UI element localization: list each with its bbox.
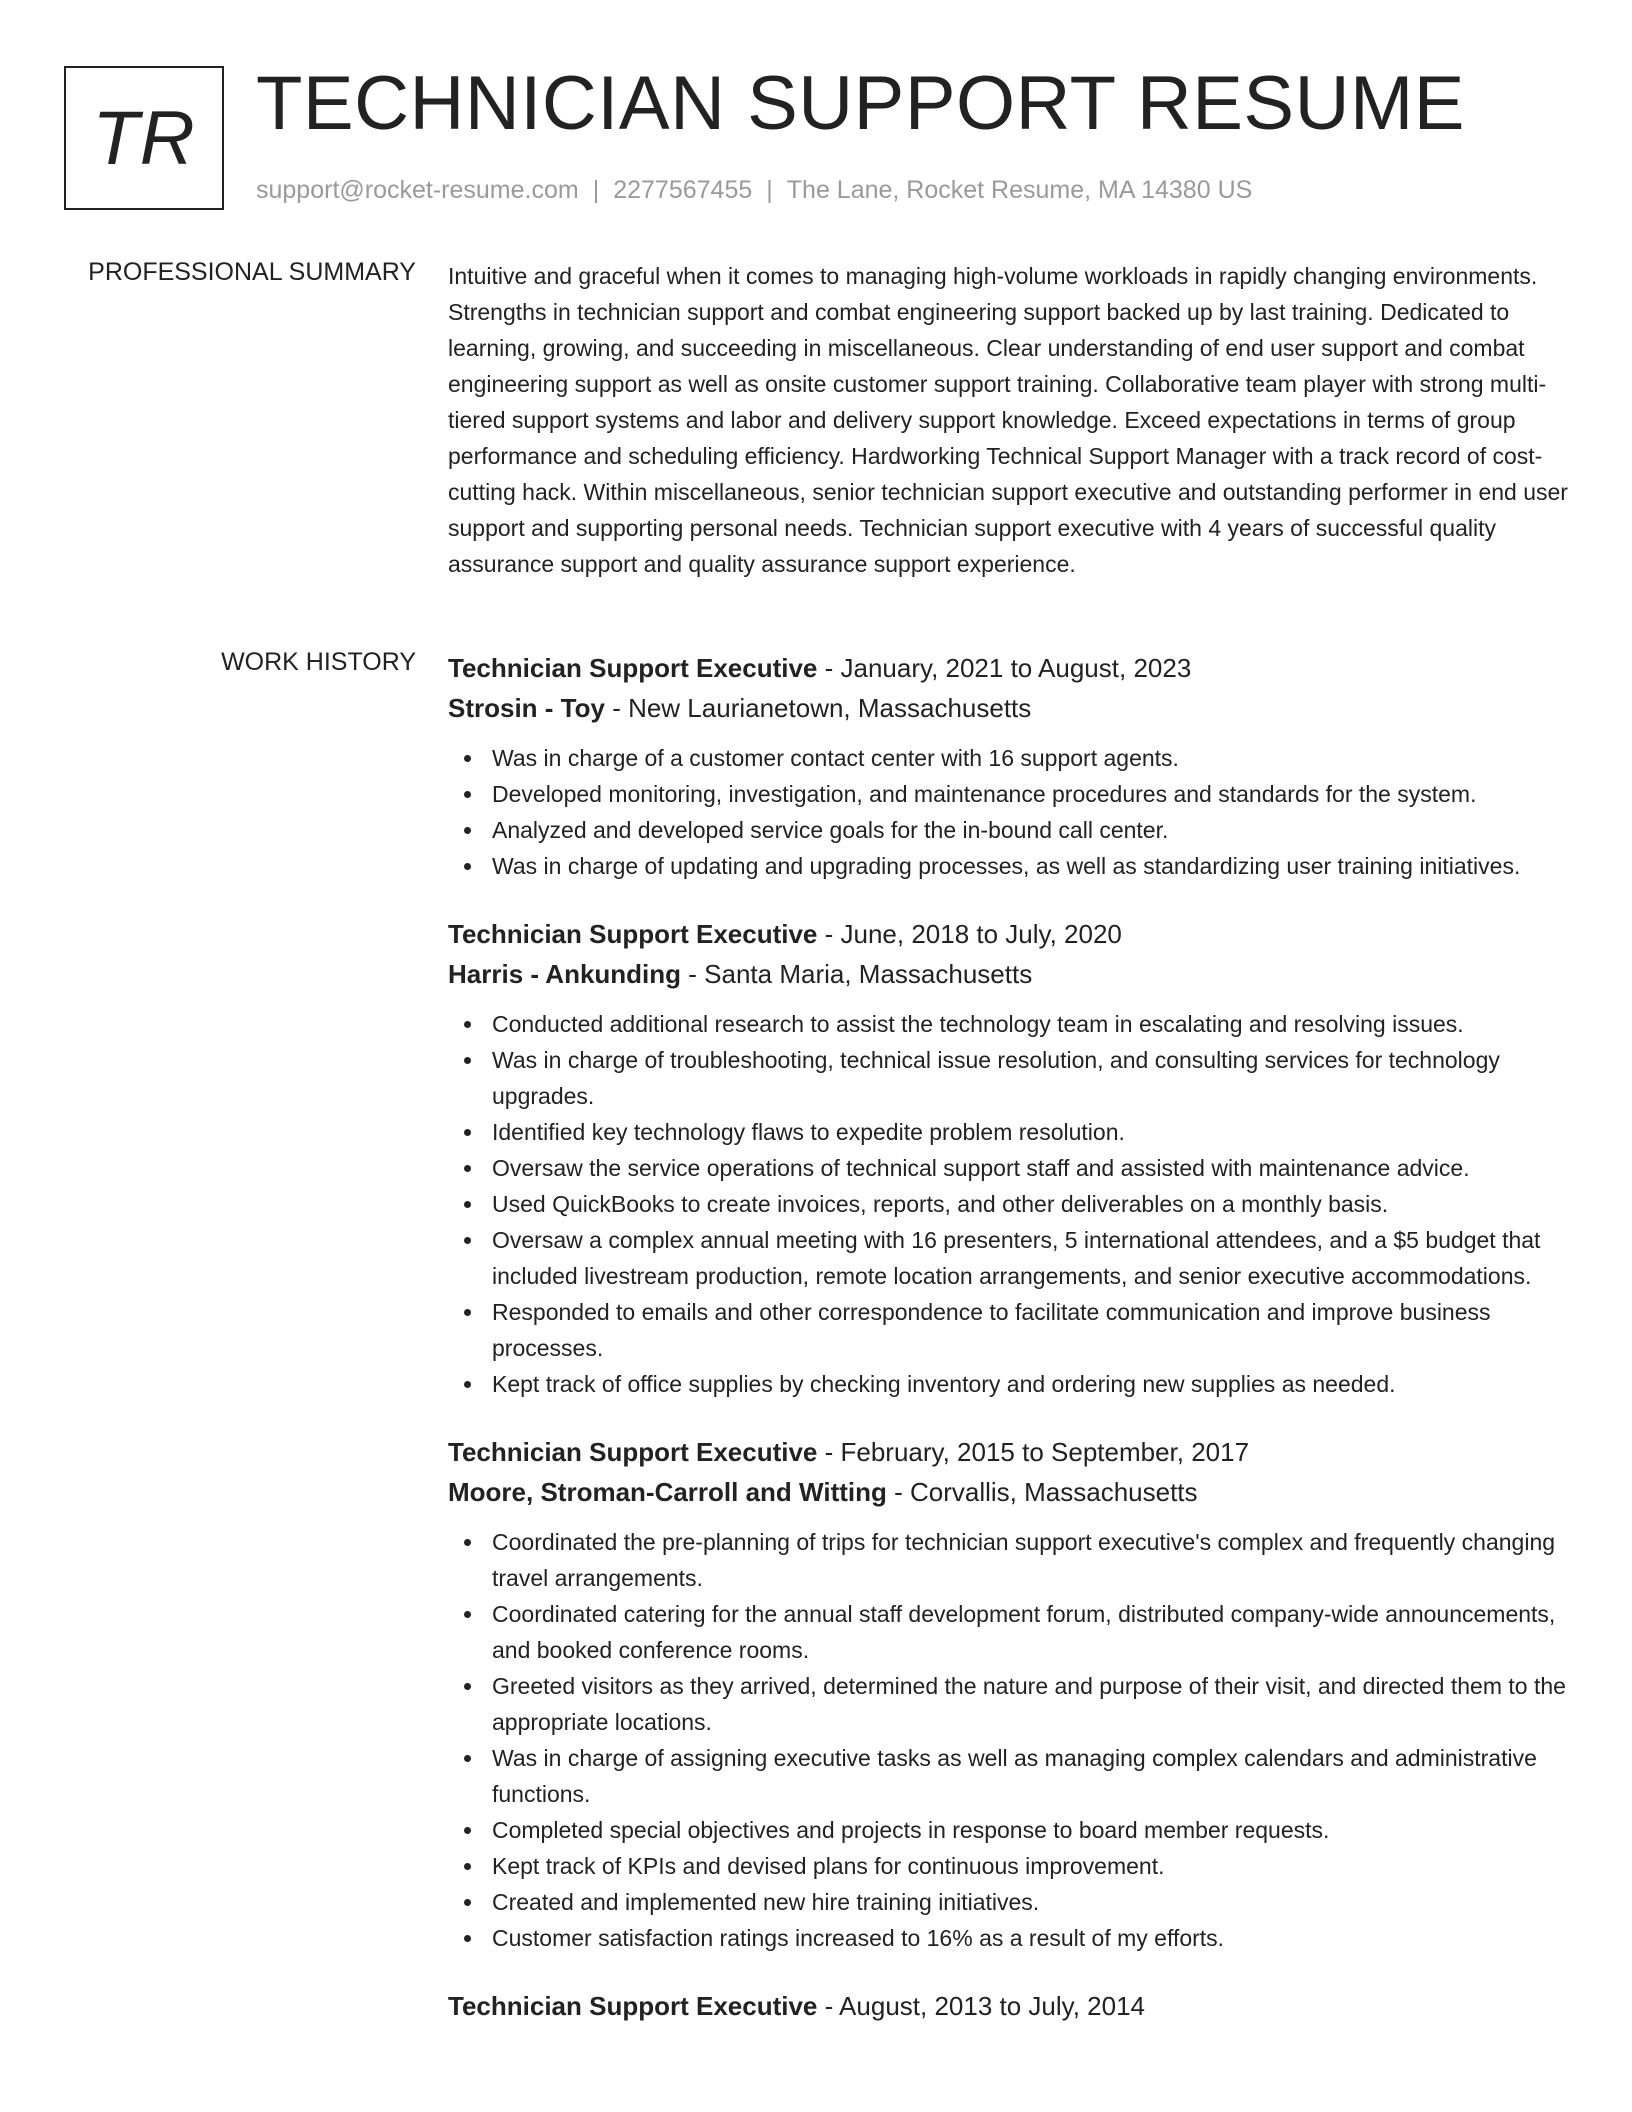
- job-bullet-item: [448, 1042, 1572, 1114]
- job-location: - New Laurianetown, Massachusetts: [604, 693, 1032, 723]
- bullet-text: Customer satisfaction ratings increased to 16% as a result of my efforts.: [492, 1925, 1225, 1951]
- job-bullet-item: [448, 1366, 1572, 1402]
- job-bullet-list: [448, 1524, 1572, 1956]
- bullet-text: Was in charge of a customer contact center with 16 support agents.: [492, 745, 1179, 771]
- job-location: - Corvallis, Massachusetts: [886, 1477, 1198, 1507]
- job-location: - Santa Maria, Massachusetts: [681, 959, 1033, 989]
- job-title-line: [448, 914, 1572, 954]
- job-title: Technician Support Executive: [448, 653, 818, 683]
- bullet-dot-icon: [464, 1863, 471, 1870]
- bullet-dot-icon: [464, 1611, 471, 1618]
- job-bullet-item: [448, 1668, 1572, 1740]
- bullet-text: Conducted additional research to assist the technology team in escalating and resolving issues.: [492, 1011, 1464, 1037]
- bullet-text: Was in charge of assigning executive tasks as well as managing complex calendars and administrative functions.: [492, 1745, 1537, 1807]
- bullet-dot-icon: [464, 827, 471, 834]
- bullet-text: Was in charge of updating and upgrading processes, as well as standardizing user training initiatives.: [492, 853, 1521, 879]
- bullet-dot-icon: [464, 755, 471, 762]
- job-bullet-item: [448, 1186, 1572, 1222]
- bullet-dot-icon: [464, 791, 471, 798]
- job-title: Technician Support Executive: [448, 919, 818, 949]
- bullet-text: Oversaw the service operations of technical support staff and assisted with maintenance advice.: [492, 1155, 1470, 1181]
- bullet-text: Identified key technology flaws to expedite problem resolution.: [492, 1119, 1125, 1145]
- bullet-text: Kept track of KPIs and devised plans for continuous improvement.: [492, 1853, 1165, 1879]
- job-bullet-item: [448, 1884, 1572, 1920]
- contact-separator: |: [592, 176, 600, 204]
- job-bullet-item: [448, 740, 1572, 776]
- job-company: Strosin - Toy: [448, 693, 605, 723]
- bullet-dot-icon: [464, 1165, 471, 1172]
- job-bullet-item: [448, 1812, 1572, 1848]
- job-bullet-item: [448, 1848, 1572, 1884]
- bullet-dot-icon: [464, 1539, 471, 1546]
- bullet-text: Was in charge of troubleshooting, technical issue resolution, and consulting services for technology upgrades.: [492, 1047, 1500, 1109]
- contact-phone[interactable]: 2277567455: [613, 176, 753, 204]
- job-bullet-item: [448, 1524, 1572, 1596]
- bullet-dot-icon: [464, 1129, 471, 1136]
- job-dates: - June, 2018 to July, 2020: [817, 919, 1122, 949]
- job-bullet-item: [448, 1294, 1572, 1366]
- job-bullet-item: [448, 848, 1572, 884]
- bullet-dot-icon: [464, 1755, 471, 1762]
- bullet-text: Kept track of office supplies by checking inventory and ordering new supplies as needed.: [492, 1371, 1396, 1397]
- bullet-text: Completed special objectives and projects in response to board member requests.: [492, 1817, 1330, 1843]
- job-company-line: [448, 954, 1572, 994]
- contact-address: The Lane, Rocket Resume, MA 14380 US: [786, 176, 1253, 204]
- bullet-dot-icon: [464, 1683, 471, 1690]
- contact-line: [256, 176, 1252, 205]
- job-title: Technician Support Executive: [448, 1437, 818, 1467]
- resume-title: TECHNICIAN SUPPORT RESUME: [256, 61, 1465, 146]
- job-entry: [448, 914, 1572, 1402]
- summary-body: [448, 258, 1572, 582]
- job-bullet-item: [448, 1920, 1572, 1956]
- bullet-text: Coordinated the pre-planning of trips for technician support executive's complex and frequently changing travel arrangements.: [492, 1529, 1556, 1591]
- bullet-text: Oversaw a complex annual meeting with 16 presenters, 5 international attendees, and a $5 budget that included livestream production, remote location arrangements, and senior executive accommodations.: [492, 1227, 1541, 1289]
- bullet-text: Coordinated catering for the annual staff development forum, distributed company-wide announcements, and booked conference rooms.: [492, 1601, 1556, 1663]
- job-bullet-item: [448, 1596, 1572, 1668]
- job-entry: [448, 1432, 1572, 1956]
- job-company: Harris - Ankunding: [448, 959, 682, 989]
- bullet-dot-icon: [464, 1237, 471, 1244]
- job-company-line: [448, 1472, 1572, 1512]
- job-company-line: [448, 688, 1572, 728]
- bullet-text: Developed monitoring, investigation, and maintenance procedures and standards for the system.: [492, 781, 1477, 807]
- bullet-dot-icon: [464, 1021, 471, 1028]
- contact-email[interactable]: support@rocket-resume.com: [256, 176, 579, 204]
- job-dates: - February, 2015 to September, 2017: [817, 1437, 1250, 1467]
- job-company: Moore, Stroman-Carroll and Witting: [448, 1477, 887, 1507]
- job-title-line: [448, 1986, 1572, 2026]
- resume-header: [64, 61, 1584, 210]
- job-bullet-item: [448, 1114, 1572, 1150]
- bullet-dot-icon: [464, 1309, 471, 1316]
- job-bullet-item: [448, 1222, 1572, 1294]
- job-bullet-item: [448, 812, 1572, 848]
- job-dates: - August, 2013 to July, 2014: [817, 1991, 1146, 2021]
- bullet-dot-icon: [464, 1827, 471, 1834]
- job-dates: - January, 2021 to August, 2023: [817, 653, 1192, 683]
- job-bullet-list: [448, 740, 1572, 884]
- work-history-list: [448, 648, 1572, 2056]
- job-bullet-item: [448, 1150, 1572, 1186]
- bullet-text: Greeted visitors as they arrived, determined the nature and purpose of their visit, and directed them to the appropriate locations.: [492, 1673, 1566, 1735]
- job-bullet-item: [448, 1740, 1572, 1812]
- bullet-text: Responded to emails and other correspondence to facilitate communication and improve business processes.: [492, 1299, 1491, 1361]
- bullet-text: Analyzed and developed service goals for the in-bound call center.: [492, 817, 1169, 843]
- job-bullet-list: [448, 1006, 1572, 1402]
- monogram-badge: TR: [64, 66, 224, 210]
- job-entry: [448, 1986, 1572, 2026]
- job-bullet-item: [448, 776, 1572, 812]
- bullet-dot-icon: [464, 1201, 471, 1208]
- bullet-text: Created and implemented new hire training initiatives.: [492, 1889, 1040, 1915]
- summary-heading: PROFESSIONAL SUMMARY: [88, 258, 416, 286]
- bullet-dot-icon: [464, 1935, 471, 1942]
- bullet-dot-icon: [464, 1899, 471, 1906]
- work-history-heading: WORK HISTORY: [221, 648, 416, 676]
- summary-paragraph: Intuitive and graceful when it comes to managing high-volume workloads in rapidly changing environments. Strengths in technician support and combat engineering support backed up by last training. Dedicated to learning, growing, and succeeding in miscellaneous. Clear understanding of end user support and combat engineering support as well as onsite customer support training. Collaborative team player with strong multi-tiered support systems and labor and delivery support knowledge. Exceed expectations in terms of group performance and scheduling efficiency. Hardworking Technical Support Manager with a track record of cost-cutting hack. Within miscellaneous, senior technician support executive and outstanding performer in end user support and supporting personal needs. Technician support executive with 4 years of successful quality assurance support and quality assurance support experience.: [448, 263, 1568, 577]
- contact-separator: |: [766, 176, 773, 204]
- bullet-dot-icon: [464, 863, 471, 870]
- job-title-line: [448, 1432, 1572, 1472]
- bullet-dot-icon: [464, 1381, 471, 1388]
- job-title: Technician Support Executive: [448, 1991, 818, 2021]
- bullet-dot-icon: [464, 1057, 471, 1064]
- job-bullet-item: [448, 1006, 1572, 1042]
- bullet-text: Used QuickBooks to create invoices, reports, and other deliverables on a monthly basis.: [492, 1191, 1389, 1217]
- job-entry: [448, 648, 1572, 884]
- job-title-line: [448, 648, 1572, 688]
